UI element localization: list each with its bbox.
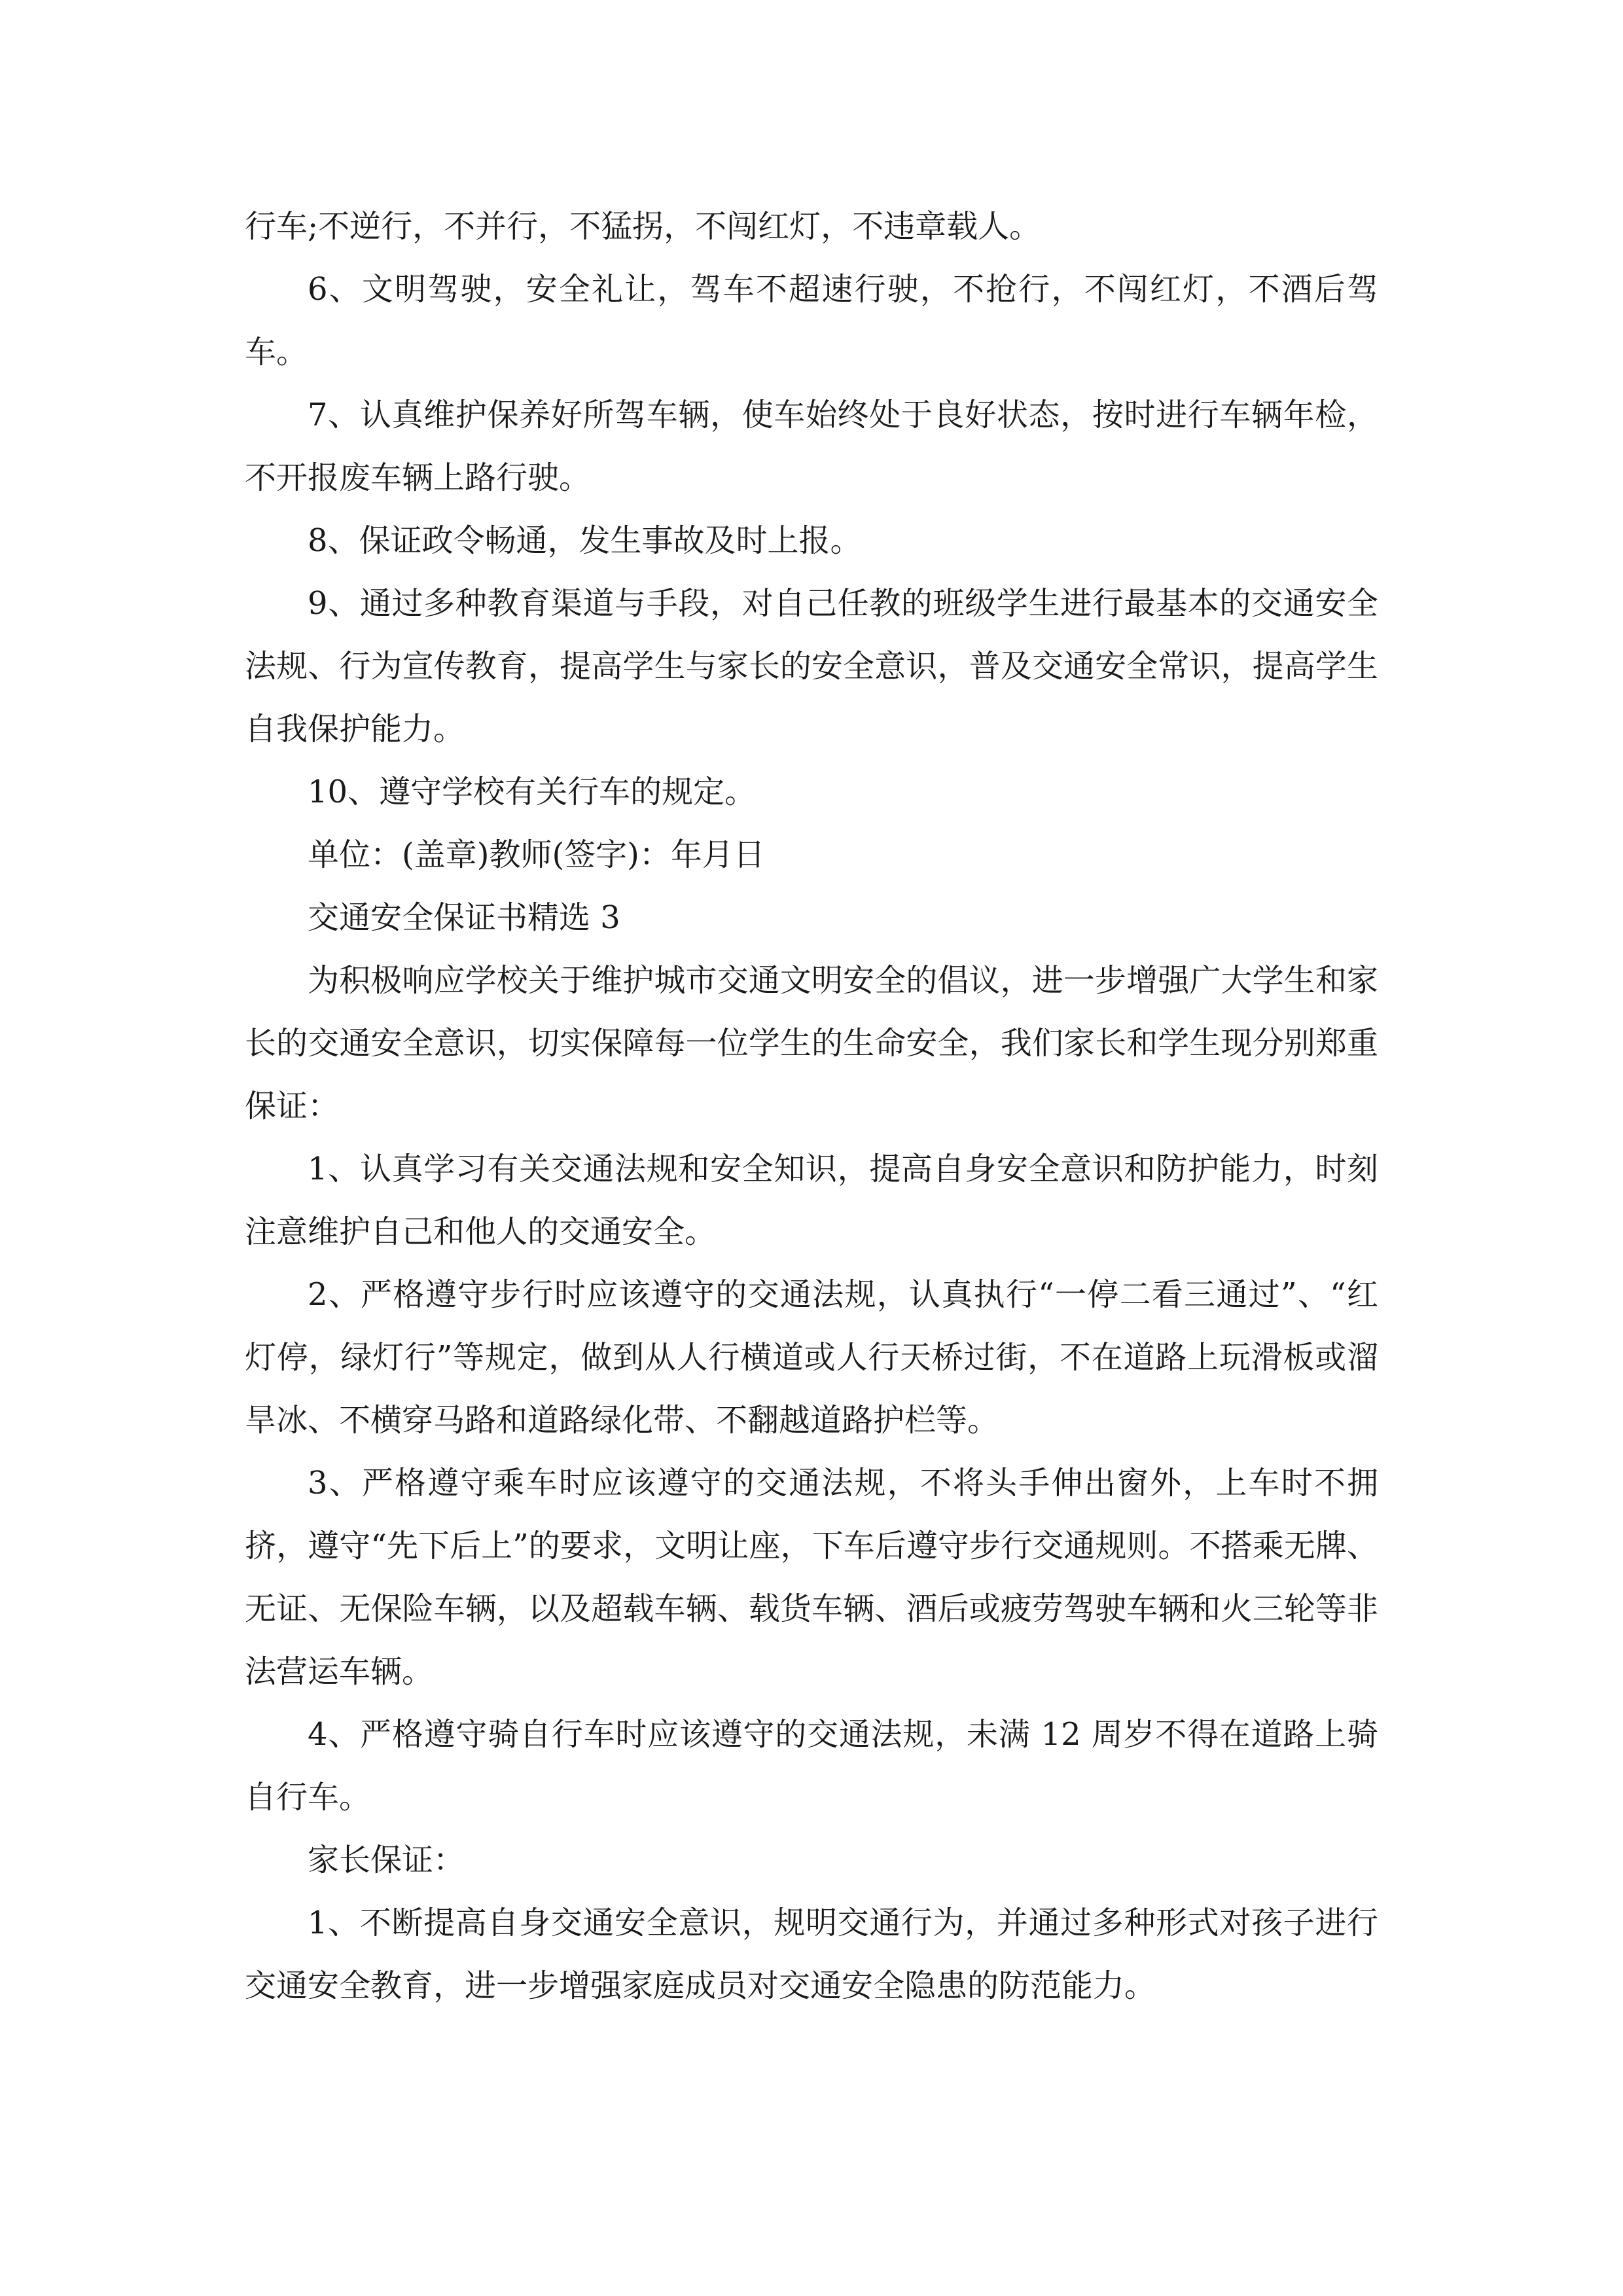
paragraph-parent-1: 1、不断提高自身交通安全意识，规明交通行为，并通过多种形式对孩子进行交通安全教育，进一步增强家庭成员对交通安全隐患的防范能力。 — [245, 1905, 1378, 2004]
paragraph-student-1: 1、认真学习有关交通法规和安全知识，提高自身安全意识和防护能力，时刻注意维护自己和他人的交通安全。 — [245, 1151, 1378, 1250]
paragraph-item-7: 7、认真维护保养好所驾车辆，使车始终处于良好状态，按时进行车辆年检，不开报废车辆上路行驶。 — [245, 397, 1378, 496]
paragraph-student-4: 4、严格遵守骑自行车时应该遵守的交通法规，未满 12 周岁不得在道路上骑自行车。 — [245, 1716, 1378, 1816]
paragraph-item-8: 8、保证政令畅通，发生事故及时上报。 — [308, 522, 862, 559]
parent-guarantee-heading: 家长保证： — [308, 1842, 465, 1878]
paragraph-continuation: 行车;不逆行，不并行，不猛拐，不闯红灯，不违章载人。 — [245, 208, 1041, 245]
signature-line: 单位：(盖章)教师(签字)：年月日 — [308, 836, 765, 873]
paragraph-student-2: 2、严格遵守步行时应该遵守的交通法规，认真执行“一停二看三通过”、“红灯停，绿灯行”等规定，做到从人行横道或人行天桥过街，不在道路上玩滑板或溜旱冰、不横穿马路和道路绿化带、不翻越道路护栏等。 — [245, 1276, 1378, 1439]
section-heading: 交通安全保证书精选 3 — [308, 899, 620, 936]
paragraph-item-10: 10、遵守学校有关行车的规定。 — [308, 774, 757, 810]
paragraph-intro: 为积极响应学校关于维护城市交通文明安全的倡议，进一步增强广大学生和家长的交通安全意识，切实保障每一位学生的生命安全，我们家长和学生现分别郑重保证： — [245, 962, 1378, 1124]
paragraph-item-9: 9、通过多种教育渠道与手段，对自己任教的班级学生进行最基本的交通安全法规、行为宣传教育，提高学生与家长的安全意识，普及交通安全常识，提高学生自我保护能力。 — [245, 585, 1378, 747]
document-body — [245, 195, 1378, 2017]
paragraph-student-3: 3、严格遵守乘车时应该遵守的交通法规，不将头手伸出窗外，上车时不拥挤，遵守“先下后上”的要求，文明让座，下车后遵守步行交通规则。不搭乘无牌、无证、无保险车辆，以及超载车辆、载货车辆、酒后或疲劳驾驶车辆和火三轮等非法营运车辆。 — [245, 1465, 1378, 1690]
paragraph-item-6: 6、文明驾驶，安全礼让，驾车不超速行驶，不抢行，不闯红灯，不酒后驾车。 — [245, 271, 1378, 370]
